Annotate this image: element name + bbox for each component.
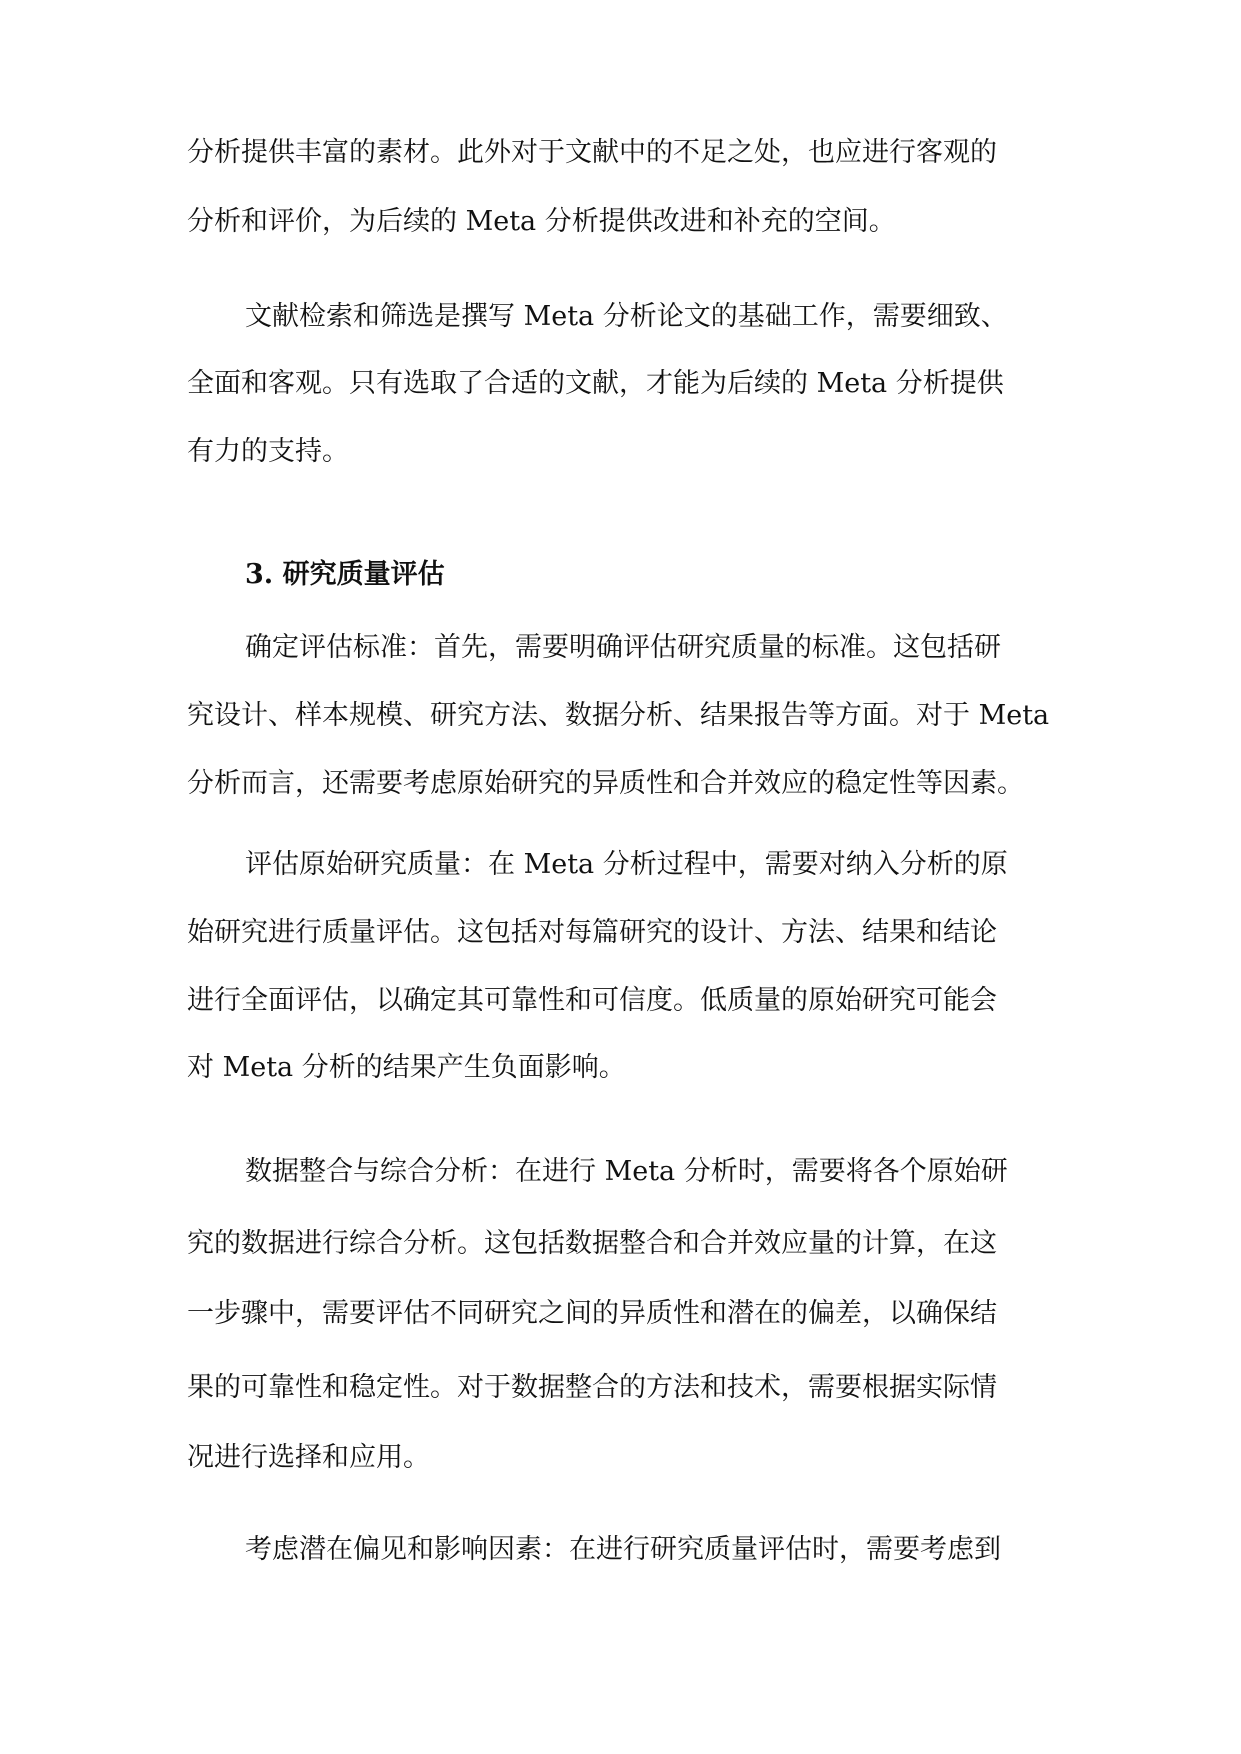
paragraph-first-line: 数据整合与综合分析：在进行 Meta 分析时，需要将各个原始研 — [245, 1156, 1008, 1187]
paragraph-first-line: 考虑潜在偏见和影响因素：在进行研究质量评估时，需要考虑到 — [245, 1534, 1001, 1565]
text-line: 有力的支持。 — [187, 436, 349, 467]
text-line: 对 Meta 分析的结果产生负面影响。 — [187, 1052, 626, 1083]
text-line: 分析和评价，为后续的 Meta 分析提供改进和补充的空间。 — [187, 206, 896, 237]
text-line: 况进行选择和应用。 — [187, 1442, 430, 1473]
section-heading: 3. 研究质量评估 — [245, 559, 445, 590]
text-line: 分析而言，还需要考虑原始研究的异质性和合并效应的稳定性等因素。 — [187, 768, 1024, 799]
text-line: 进行全面评估，以确定其可靠性和可信度。低质量的原始研究可能会 — [187, 985, 997, 1016]
paragraph-first-line: 评估原始研究质量：在 Meta 分析过程中，需要对纳入分析的原 — [245, 849, 1008, 880]
paragraph-first-line: 文献检索和筛选是撰写 Meta 分析论文的基础工作，需要细致、 — [245, 301, 1008, 332]
text-line: 全面和客观。只有选取了合适的文献，才能为后续的 Meta 分析提供 — [187, 368, 1004, 399]
text-line: 究的数据进行综合分析。这包括数据整合和合并效应量的计算，在这 — [187, 1228, 997, 1259]
text-line: 一步骤中，需要评估不同研究之间的异质性和潜在的偏差，以确保结 — [187, 1298, 997, 1329]
text-line: 究设计、样本规模、研究方法、数据分析、结果报告等方面。对于 Meta — [187, 700, 1050, 731]
text-line: 始研究进行质量评估。这包括对每篇研究的设计、方法、结果和结论 — [187, 917, 997, 948]
text-line: 果的可靠性和稳定性。对于数据整合的方法和技术，需要根据实际情 — [187, 1372, 997, 1403]
text-line: 分析提供丰富的素材。此外对于文献中的不足之处，也应进行客观的 — [187, 137, 997, 168]
paragraph-first-line: 确定评估标准：首先，需要明确评估研究质量的标准。这包括研 — [245, 632, 1001, 663]
